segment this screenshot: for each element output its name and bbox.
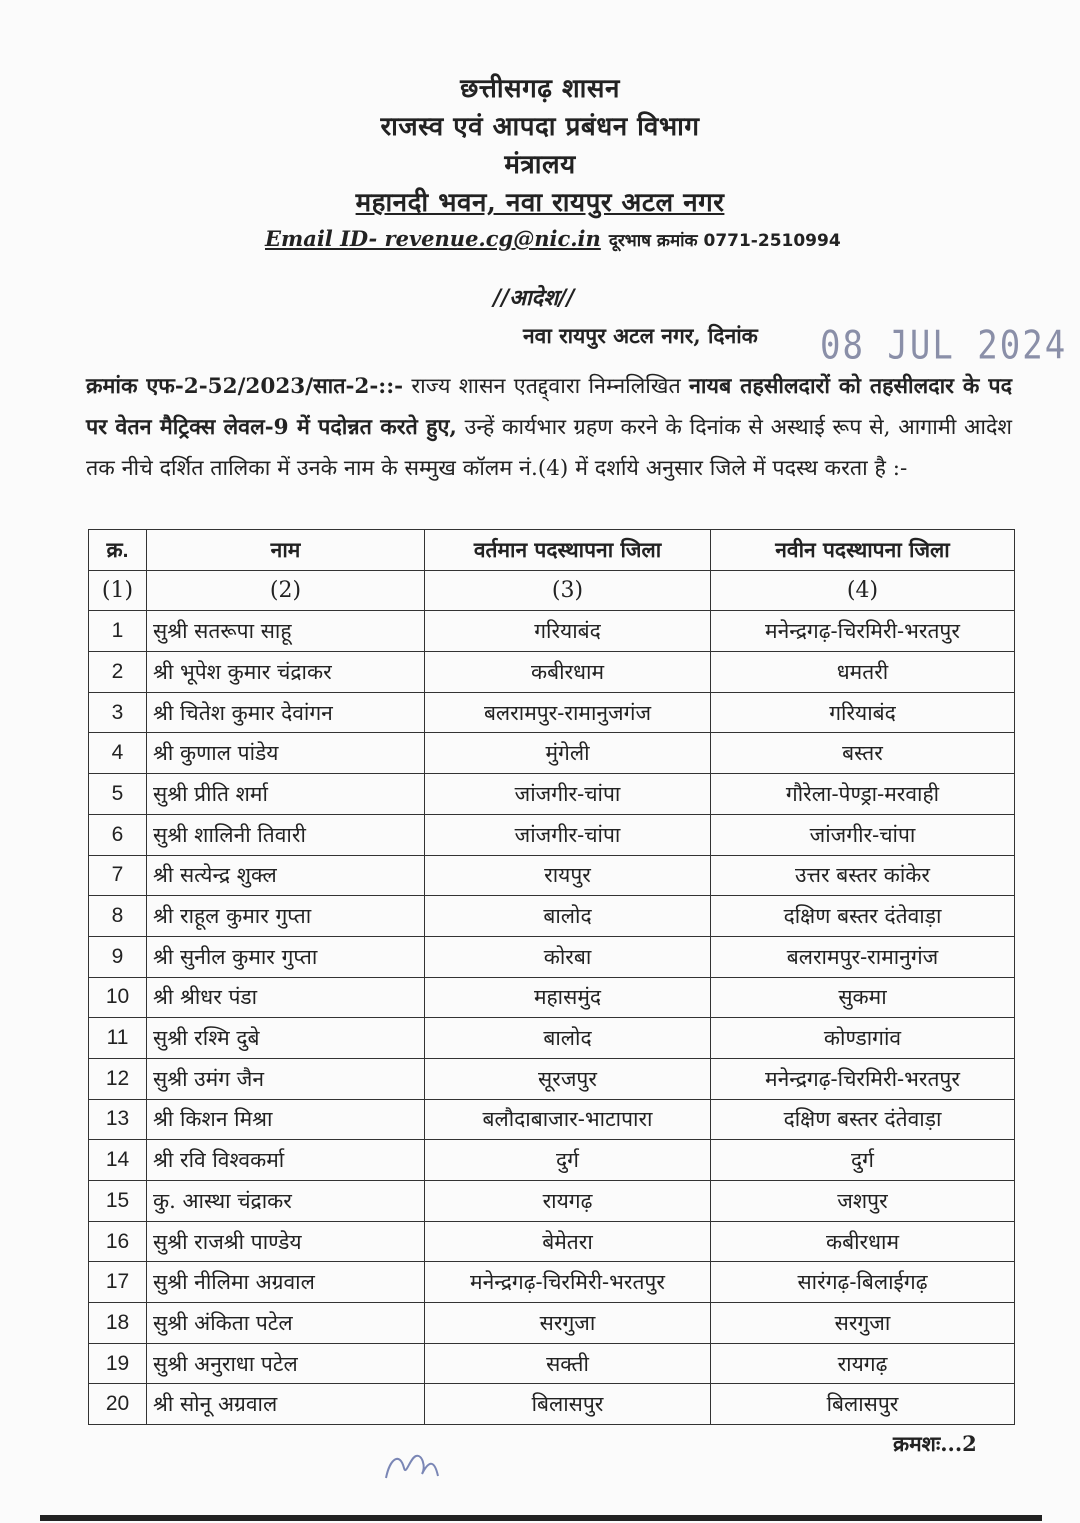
name-cell: सुश्री अनुराधा पटेल	[147, 1343, 425, 1384]
name-cell: कु. आस्था चंद्राकर	[147, 1181, 425, 1222]
order-text-1: राज्य शासन एतद्द्वारा निम्नलिखित	[403, 374, 689, 399]
contact-line	[265, 226, 841, 251]
current-district-cell: रायगढ़	[425, 1181, 711, 1222]
table-row	[89, 1262, 1015, 1303]
continued-label: क्रमशः...2	[893, 1431, 977, 1456]
new-district-cell: जांजगीर-चांपा	[711, 814, 1015, 855]
serial-cell: 8	[89, 896, 147, 937]
serial-cell: 17	[89, 1262, 147, 1303]
new-district-cell: कबीरधाम	[711, 1221, 1015, 1262]
new-district-cell: बलरामपुर-रामानुगंज	[711, 936, 1015, 977]
department-name: राजस्व एवं आपदा प्रबंधन विभाग	[380, 112, 700, 142]
name-cell: सुश्री सतरूपा साहू	[147, 611, 425, 652]
order-reference: क्रमांक एफ-2-52/2023/सात-2-::-	[86, 374, 404, 399]
table-row	[89, 936, 1015, 977]
name-cell: श्री सुनील कुमार गुप्ता	[147, 936, 425, 977]
current-district-cell: बलरामपुर-रामानुजगंज	[425, 692, 711, 733]
col-number: (4)	[711, 570, 1015, 611]
new-district-cell: मनेन्द्रगढ़-चिरमिरी-भरतपुर	[711, 611, 1015, 652]
table-row	[89, 692, 1015, 733]
table-row	[89, 1343, 1015, 1384]
office-address: महानदी भवन, नवा रायपुर अटल नगर	[355, 188, 725, 218]
col-number: (3)	[425, 570, 711, 611]
current-district-cell: गरियाबंद	[425, 611, 711, 652]
serial-cell: 4	[89, 733, 147, 774]
table-row	[89, 1384, 1015, 1425]
new-district-cell: दक्षिण बस्तर दंतेवाड़ा	[711, 896, 1015, 937]
current-district-cell: सरगुजा	[425, 1303, 711, 1344]
table-row	[89, 814, 1015, 855]
serial-cell: 11	[89, 1018, 147, 1059]
name-cell: सुश्री उमंग जैन	[147, 1058, 425, 1099]
ministry-label: मंत्रालय	[504, 150, 576, 180]
serial-cell: 9	[89, 936, 147, 977]
name-cell: सुश्री शालिनी तिवारी	[147, 814, 425, 855]
current-district-cell: मुंगेली	[425, 733, 711, 774]
name-cell: सुश्री प्रीति शर्मा	[147, 774, 425, 815]
name-cell: श्री चितेश कुमार देवांगन	[147, 692, 425, 733]
date-stamp: 08 JUL 2024	[820, 323, 1068, 369]
header-new-district: नवीन पदस्थापना जिला	[711, 530, 1015, 571]
name-cell: श्री कुणाल पांडेय	[147, 733, 425, 774]
serial-cell: 5	[89, 774, 147, 815]
table-row	[89, 1140, 1015, 1181]
current-district-cell: कोरबा	[425, 936, 711, 977]
current-district-cell: महासमुंद	[425, 977, 711, 1018]
new-district-cell: गरियाबंद	[711, 692, 1015, 733]
header-name: नाम	[147, 530, 425, 571]
current-district-cell: बिलासपुर	[425, 1384, 711, 1425]
current-district-cell: बेमेतरा	[425, 1221, 711, 1262]
name-cell: सुश्री राजश्री पाण्डेय	[147, 1221, 425, 1262]
name-cell: सुश्री अंकिता पटेल	[147, 1303, 425, 1344]
serial-cell: 6	[89, 814, 147, 855]
serial-cell: 2	[89, 652, 147, 693]
name-cell: सुश्री नीलिमा अग्रवाल	[147, 1262, 425, 1303]
current-district-cell: रायपुर	[425, 855, 711, 896]
table-row	[89, 733, 1015, 774]
name-cell: श्री सोनू अग्रवाल	[147, 1384, 425, 1425]
new-district-cell: धमतरी	[711, 652, 1015, 693]
name-cell: श्री राहूल कुमार गुप्ता	[147, 896, 425, 937]
table-row	[89, 652, 1015, 693]
name-cell: श्री भूपेश कुमार चंद्राकर	[147, 652, 425, 693]
serial-cell: 16	[89, 1221, 147, 1262]
new-district-cell: दुर्ग	[711, 1140, 1015, 1181]
table-row	[89, 1058, 1015, 1099]
table-column-number-row	[89, 570, 1015, 611]
serial-cell: 19	[89, 1343, 147, 1384]
header-current-district: वर्तमान पदस्थापना जिला	[425, 530, 711, 571]
current-district-cell: जांजगीर-चांपा	[425, 774, 711, 815]
letterhead	[0, 70, 1080, 222]
table-row	[89, 855, 1015, 896]
serial-cell: 1	[89, 611, 147, 652]
table-row	[89, 1018, 1015, 1059]
current-district-cell: बालोद	[425, 896, 711, 937]
table-row	[89, 977, 1015, 1018]
current-district-cell: कबीरधाम	[425, 652, 711, 693]
serial-cell: 3	[89, 692, 147, 733]
current-district-cell: सक्ती	[425, 1343, 711, 1384]
new-district-cell: बस्तर	[711, 733, 1015, 774]
place-date-label: नवा रायपुर अटल नगर, दिनांक	[523, 323, 758, 348]
serial-cell: 13	[89, 1099, 147, 1140]
serial-cell: 15	[89, 1181, 147, 1222]
order-paragraph	[86, 366, 1012, 489]
serial-cell: 10	[89, 977, 147, 1018]
new-district-cell: गौरेला-पेण्ड्रा-मरवाही	[711, 774, 1015, 815]
current-district-cell: जांजगीर-चांपा	[425, 814, 711, 855]
order-title: //आदेश//	[493, 285, 575, 311]
new-district-cell: कोण्डागांव	[711, 1018, 1015, 1059]
table-row	[89, 774, 1015, 815]
current-district-cell: बालोद	[425, 1018, 711, 1059]
table-row	[89, 1303, 1015, 1344]
govt-name: छत्तीसगढ़ शासन	[460, 74, 620, 104]
table-row	[89, 611, 1015, 652]
name-cell: श्री रवि विश्वकर्मा	[147, 1140, 425, 1181]
name-cell: सुश्री रश्मि दुबे	[147, 1018, 425, 1059]
table-body	[89, 611, 1015, 1425]
serial-cell: 7	[89, 855, 147, 896]
header-serial: क्र.	[89, 530, 147, 571]
name-cell: श्री किशन मिश्रा	[147, 1099, 425, 1140]
name-cell: श्री श्रीधर पंडा	[147, 977, 425, 1018]
table-row	[89, 1221, 1015, 1262]
signature-mark	[382, 1448, 442, 1482]
new-district-cell: जशपुर	[711, 1181, 1015, 1222]
new-district-cell: बिलासपुर	[711, 1384, 1015, 1425]
table-header-row	[89, 530, 1015, 571]
current-district-cell: दुर्ग	[425, 1140, 711, 1181]
phone-number: दूरभाष क्रमांक 0771-2510994	[608, 231, 841, 251]
serial-cell: 18	[89, 1303, 147, 1344]
new-district-cell: उत्तर बस्तर कांकेर	[711, 855, 1015, 896]
new-district-cell: रायगढ़	[711, 1343, 1015, 1384]
table-row	[89, 1181, 1015, 1222]
new-district-cell: मनेन्द्रगढ़-चिरमिरी-भरतपुर	[711, 1058, 1015, 1099]
new-district-cell: सरगुजा	[711, 1303, 1015, 1344]
page-bottom-border	[40, 1515, 1042, 1521]
serial-cell: 20	[89, 1384, 147, 1425]
col-number: (1)	[89, 570, 147, 611]
new-district-cell: सारंगढ़-बिलाईगढ़	[711, 1262, 1015, 1303]
name-cell: श्री सत्येन्द्र शुक्ल	[147, 855, 425, 896]
serial-cell: 12	[89, 1058, 147, 1099]
table-row	[89, 1099, 1015, 1140]
serial-cell: 14	[89, 1140, 147, 1181]
current-district-cell: सूरजपुर	[425, 1058, 711, 1099]
order-text-2: उन्हें कार्यभार ग्रहण करने के दिनांक से अस्थाई रूप से, आगामी आदेश तक नीचे दर्शित तालिका में उनके नाम के सम्मुख कॉलम नं.(4) में दर्शाये अनुसार जिले में पदस्थ करता है :-	[86, 415, 1012, 481]
email-link[interactable]: Email ID- revenue.cg@nic.in	[265, 226, 601, 251]
new-district-cell: दक्षिण बस्तर दंतेवाड़ा	[711, 1099, 1015, 1140]
current-district-cell: मनेन्द्रगढ़-चिरमिरी-भरतपुर	[425, 1262, 711, 1303]
order-text-bold: नायब तहसीलदारों को तहसीलदार के पद पर वेतन मैट्रिक्स लेवल-9 में पदोन्नत करते हुए,	[86, 374, 1012, 440]
table-row	[89, 896, 1015, 937]
transfer-table	[88, 529, 1015, 1425]
new-district-cell: सुकमा	[711, 977, 1015, 1018]
current-district-cell: बलौदाबाजार-भाटापारा	[425, 1099, 711, 1140]
col-number: (2)	[147, 570, 425, 611]
